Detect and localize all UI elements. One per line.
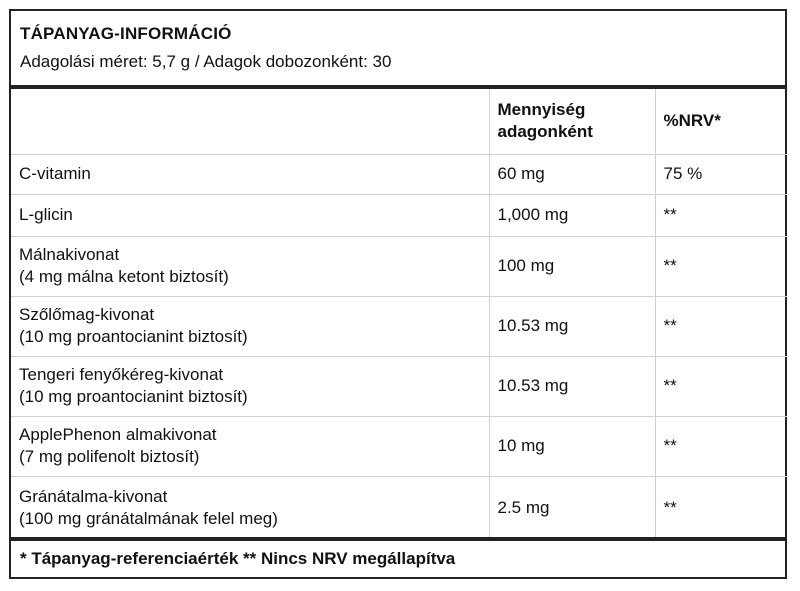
table-row: [11, 154, 787, 194]
nutrient-table: [11, 89, 787, 539]
nutrient-amount: 60 mg: [489, 154, 655, 194]
nutrient-label: Málnakivonat: [19, 245, 120, 264]
panel-header: [11, 11, 785, 89]
nutrient-nrv: **: [655, 476, 787, 539]
nutrient-nrv: 75 %: [655, 154, 787, 194]
column-header-amount: Mennyiség adagonként: [489, 89, 655, 154]
nutrient-amount: 10.53 mg: [489, 296, 655, 356]
table-row: [11, 356, 787, 416]
nutrient-amount: 1,000 mg: [489, 194, 655, 236]
nutrient-note: (7 mg polifenolt biztosít): [19, 447, 200, 466]
table-row: [11, 476, 787, 539]
nutrient-nrv: **: [655, 296, 787, 356]
nutrient-nrv: **: [655, 416, 787, 476]
nutrient-amount: 100 mg: [489, 236, 655, 296]
column-header-nrv: %NRV*: [655, 89, 787, 154]
nutrient-name: [11, 416, 489, 476]
nutrient-amount: 2.5 mg: [489, 476, 655, 539]
nutrient-name: [11, 476, 489, 539]
nutrient-nrv: **: [655, 194, 787, 236]
nutrient-label: ApplePhenon almakivonat: [19, 425, 217, 444]
nutrient-name: [11, 296, 489, 356]
nutrient-note: (4 mg málna ketont biztosít): [19, 267, 229, 286]
nutrition-facts-panel: [9, 9, 787, 579]
nutrient-label: Szőlőmag-kivonat: [19, 305, 155, 324]
nutrient-amount: 10.53 mg: [489, 356, 655, 416]
nutrient-name: L-glicin: [11, 194, 489, 236]
column-header-nutrient: [11, 89, 489, 154]
table-header-row: [11, 89, 787, 154]
serving-info: Adagolási méret: 5,7 g / Adagok dobozonként: 30: [20, 52, 392, 71]
footnote: * Tápanyag-referenciaérték ** Nincs NRV megállapítva: [20, 549, 456, 568]
table-row: [11, 416, 787, 476]
nutrient-nrv: **: [655, 236, 787, 296]
nutrient-name: [11, 236, 489, 296]
table-row: [11, 236, 787, 296]
table-row: [11, 194, 787, 236]
nutrient-name: C-vitamin: [11, 154, 489, 194]
table-row: [11, 296, 787, 356]
nutrient-label: Gránátalma-kivonat: [19, 486, 168, 506]
nutrient-note: (100 mg gránátalmának felel meg): [19, 508, 278, 528]
panel-title: TÁPANYAG-INFORMÁCIÓ: [20, 24, 232, 43]
nutrient-note: (10 mg proantocianint biztosít): [19, 327, 248, 346]
nutrient-nrv: **: [655, 356, 787, 416]
panel-footer: [11, 537, 785, 577]
nutrient-amount: 10 mg: [489, 416, 655, 476]
nutrient-name: [11, 356, 489, 416]
nutrient-note: (10 mg proantocianint biztosít): [19, 387, 248, 406]
nutrient-label: Tengeri fenyőkéreg-kivonat: [19, 365, 224, 384]
